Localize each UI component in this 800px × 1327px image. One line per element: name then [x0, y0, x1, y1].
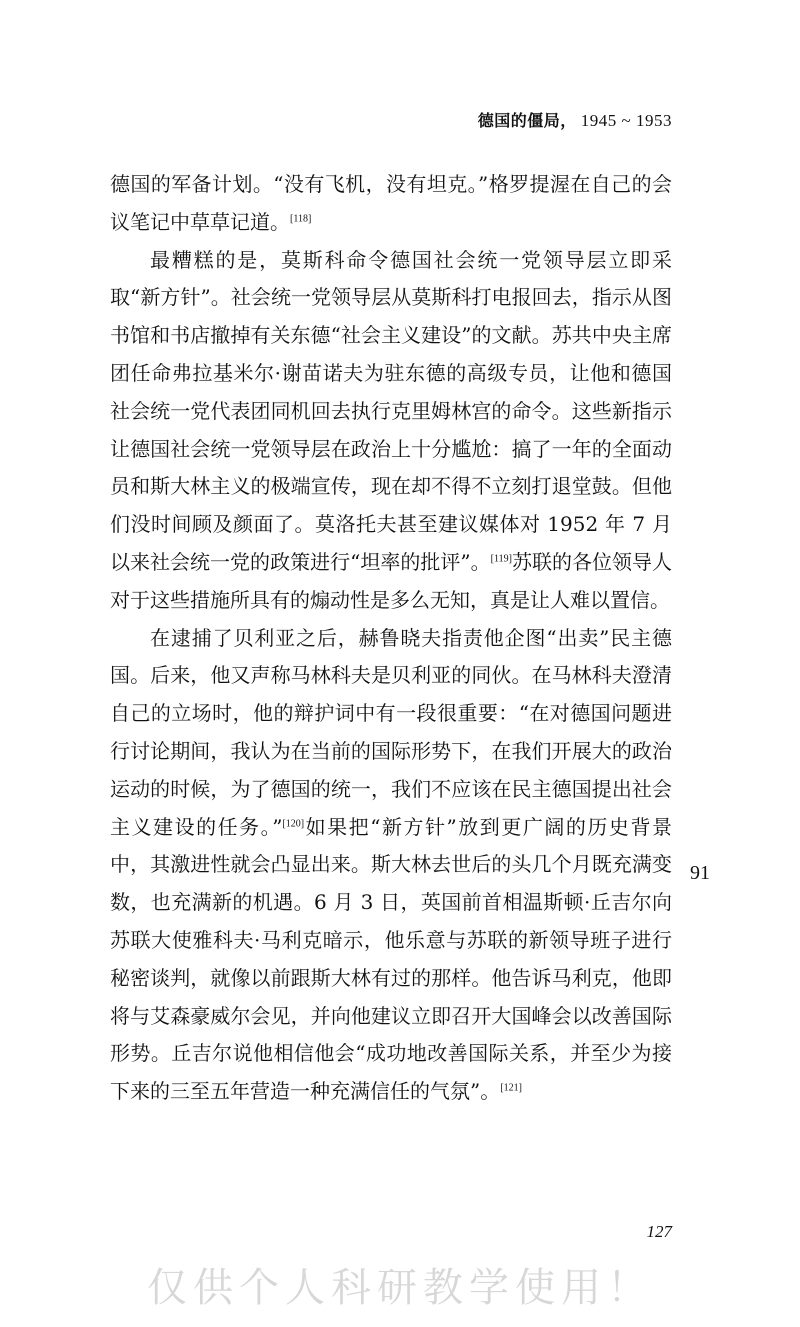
- running-head: [478, 108, 672, 131]
- running-head-years: 1945 ~ 1953: [580, 111, 672, 130]
- footnote-ref-121: [121]: [500, 1082, 522, 1094]
- watermark: 仅供个人科研教学使用！: [147, 1265, 653, 1311]
- running-head-title: 德国的僵局，: [477, 111, 577, 130]
- paragraph-1: [110, 166, 672, 242]
- paragraph-2-text-2: 苏联的各位领导人对于这些措施所具有的煽动性是多么无知，真是让人难以置信。: [110, 549, 673, 612]
- paragraph-3-text-1: 在逮捕了贝利亚之后，赫鲁晓夫指责他企图“出卖”民主德国。后来，他又声称马林科夫是贝利亚的同伙。在马林科夫澄清自己的立场时，他的辩护词中有一段很重要：“在对德国问题进行讨论期间，我认为在当前的国际形势下，在我们开展大的政治运动的时候，为了德国的统一，我们不应该在民主德国提出社会主义建设的任务。”: [110, 625, 672, 839]
- footnote-ref-118: [118]: [290, 213, 312, 225]
- paragraph-1-text-1: 德国的军备计划。“没有飞机，没有坦克。”格罗提渥在自己的会议笔记中草草记道。: [110, 172, 672, 234]
- footnote-ref-119: [119]: [490, 553, 512, 565]
- page-number: 127: [646, 1222, 672, 1241]
- paragraph-2-text-1: 最糟糕的是，莫斯科命令德国社会统一党领导层立即采取“新方针”。社会统一党领导层从莫斯科打电报回去，指示从图书馆和书店撤掉有关东德“社会主义建设”的文献。苏共中央主席团任命弗拉基米尔·谢苗诺夫为驻东德的高级专员，让他和德国社会统一党代表团同机回去执行克里姆林宫的命令。这些新指示让德国社会统一党领导层在政治上十分尴尬：搞了一年的全面动员和斯大林主义的极端宣传，现在却不得不立刻打退堂鼓。但他们没时间顾及颜面了。莫洛托夫甚至建议媒体对 1952 年 7 月以来社会统一党的政策进行“坦率的批评”。: [110, 247, 672, 574]
- paragraph-3: [110, 620, 672, 1111]
- body-text: [110, 166, 672, 1111]
- paragraph-2: [110, 242, 672, 620]
- footnote-ref-120: [120]: [282, 817, 305, 829]
- original-page-marker: 91: [690, 862, 710, 884]
- paragraph-3-text-2: 如果把“新方针”放到更广阔的历史背景中，其激进性就会凸显出来。斯大林去世后的头几个月既充满变数，也充满新的机遇。6 月 3 日，英国前首相温斯顿·丘吉尔向苏联大使雅科夫·马利克暗示，他乐意与苏联的新领导班子进行秘密谈判，就像以前跟斯大林有过的那样。他告诉马利克，他即将与艾森豪威尔会见，并向他建议立即召开大国峰会以改善国际形势。丘吉尔说他相信他会“成功地改善国际关系，并至少为接下来的三至五年营造一种充满信任的气氛”。: [110, 814, 672, 1104]
